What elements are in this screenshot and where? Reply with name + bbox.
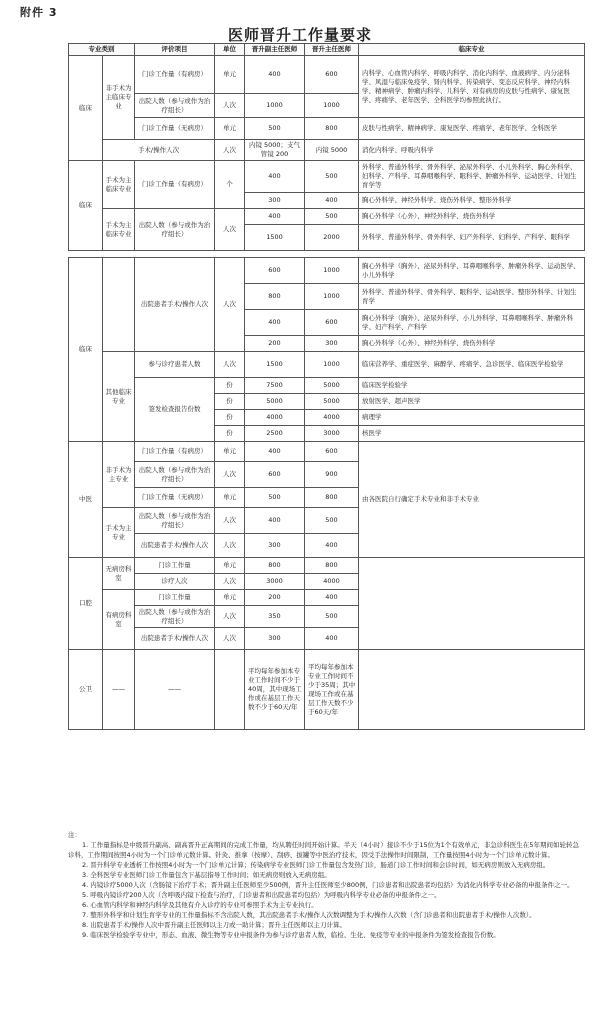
chief-cell: 1000 xyxy=(305,284,359,310)
chief-cell: 2000 xyxy=(305,225,359,251)
unit-cell: 人次 xyxy=(215,258,245,352)
table-gap xyxy=(69,251,585,258)
specialty-cell xyxy=(359,650,585,730)
deputy-cell: 平均每年参加本专业工作时间不少于40周，其中现场工作或在基层工作天数不少于60天/年 xyxy=(245,650,305,730)
deputy-cell: 3000 xyxy=(245,574,305,590)
deputy-cell: 5000 xyxy=(245,394,305,410)
deputy-cell: 600 xyxy=(245,258,305,284)
table-row xyxy=(69,118,585,140)
item-cell: 手术/操作人次 xyxy=(103,140,215,161)
note-item: 9. 临床医学检验学专业中，形态、血液、微生物等专业申报条件为参与诊疗患者人数，临检、生化、免疫等专业的申报条件为签发检查报告份数。 xyxy=(82,931,500,939)
specialty-cell: 内科学、心血管内科学、呼吸内科学、消化内科学、血液病学、内分泌科学、风湿与临床免疫学、肾内科学、传染病学、变态反应科学、神经内科学、精神病学、肿瘤内科学、儿科学、对有病房的皮肤与性病学、康复医学、疼痛学、老年医学、全科医学均参照此执行。 xyxy=(359,56,585,118)
chief-cell: 3000 xyxy=(305,426,359,442)
deputy-cell: 1000 xyxy=(245,94,305,118)
note-item: 7. 整形外科学和计划生育学专业的工作量指标不含出院人数，其出院患者手术/操作人次数调整为手术/操作人次数（含门诊患者和出院患者手术/操作人次数）。 xyxy=(82,911,536,919)
header-chief: 晋升主任医师 xyxy=(305,44,359,56)
unit-cell: 人次 xyxy=(215,628,245,650)
specialty-cell: 胸心外科学（心外）、神经外科学、烧伤外科学 xyxy=(359,336,585,352)
subcategory-cell: 手术为主专业 xyxy=(103,508,135,558)
page-title: 医师晋升工作量要求 xyxy=(227,26,372,44)
chief-cell: 400 xyxy=(305,590,359,606)
item-cell: —— xyxy=(135,650,215,730)
unit-cell: 人次 xyxy=(215,606,245,628)
unit-cell xyxy=(215,650,245,730)
specialty-cell: 外科学、普通外科学、骨外科学、眼科学、运动医学、整形外科学、计划生育学 xyxy=(359,284,585,310)
chief-cell: 600 xyxy=(305,442,359,462)
chief-cell: 900 xyxy=(305,462,359,488)
unit-cell: 份 xyxy=(215,378,245,394)
item-cell: 门诊工作量（无病房） xyxy=(135,118,215,140)
note-item: 4. 内镜诊疗5000人次（含肠镜下治疗手术；晋升副主任医师至少500例，晋升主任医师至少800例，门诊患者和出院患者均包括）为消化内科学专业必备的申报条件之一。 xyxy=(82,881,574,889)
chief-cell: 5000 xyxy=(305,394,359,410)
unit-cell: 个 xyxy=(215,161,245,209)
unit-cell: 人次 xyxy=(215,462,245,488)
header-item: 评价项目 xyxy=(135,44,215,56)
specialty-cell: 胸心外科学（心外）、神经外科学、烧伤外科学 xyxy=(359,209,585,225)
chief-cell: 500 xyxy=(305,209,359,225)
deputy-cell: 600 xyxy=(245,462,305,488)
unit-cell: 单元 xyxy=(215,590,245,606)
chief-cell: 1000 xyxy=(305,258,359,284)
chief-cell: 内镜 5000 xyxy=(305,140,359,161)
note-item: 3. 全科医学专业医师门诊工作量包含下基层指导工作时间；如无病房则放入无病房组。 xyxy=(82,871,331,879)
specialty-cell: 放射医学、超声医学 xyxy=(359,394,585,410)
deputy-cell: 内镜 5000；支气管镜 200 xyxy=(245,140,305,161)
specialty-cell: 胸心外科学、神经外科学、烧伤外科学、整形外科学 xyxy=(359,193,585,209)
deputy-cell: 400 xyxy=(245,161,305,193)
table-row xyxy=(69,209,585,225)
unit-cell: 人次 xyxy=(215,534,245,558)
chief-cell: 1000 xyxy=(305,352,359,378)
unit-cell: 份 xyxy=(215,410,245,426)
deputy-cell: 7500 xyxy=(245,378,305,394)
chief-cell: 400 xyxy=(305,193,359,209)
item-cell: 出院人数（参与或作为治疗组长） xyxy=(135,606,215,628)
item-cell: 门诊工作量（无病房） xyxy=(135,488,215,508)
attachment-label: 附件 3 xyxy=(20,6,58,19)
specialty-cell: 胸心外科学（胸外）、泌尿外科学、小儿外科学、耳鼻咽喉科学、肿瘤外科学、妇产科学、产科学 xyxy=(359,310,585,336)
deputy-cell: 350 xyxy=(245,606,305,628)
deputy-cell: 400 xyxy=(245,310,305,336)
deputy-cell: 400 xyxy=(245,209,305,225)
deputy-cell: 500 xyxy=(245,118,305,140)
item-cell: 门诊工作量（有病房） xyxy=(135,161,215,209)
note-item: 6. 心血管内科学和神经内科学及其他有介入诊疗的专业可参照手术为主专业执行。 xyxy=(82,901,318,909)
specialty-cell: 临床营养学、重症医学、麻醉学、疼痛学、急诊医学、临床医学检验学 xyxy=(359,352,585,378)
unit-cell: 单元 xyxy=(215,56,245,94)
unit-cell: 人次 xyxy=(215,209,245,251)
specialty-cell: 外科学、普通外科学、骨外科学、妇产外科学、妇科学、产科学、眼科学 xyxy=(359,225,585,251)
chief-cell: 500 xyxy=(305,161,359,193)
table-row xyxy=(69,140,585,161)
chief-cell: 400 xyxy=(305,628,359,650)
chief-cell: 600 xyxy=(305,310,359,336)
subcategory-cell: 手术为主临床专业 xyxy=(103,161,135,209)
chief-cell: 平均每年参加本专业工作时间不少于35周；其中现场工作或在基层工作天数不少于60天/年 xyxy=(305,650,359,730)
item-cell: 出院患者手术/操作人次 xyxy=(135,258,215,352)
unit-cell: 人次 xyxy=(215,508,245,534)
category-cell: 公卫 xyxy=(69,650,103,730)
chief-cell: 800 xyxy=(305,118,359,140)
item-cell: 出院人数（参与或作为治疗组长） xyxy=(135,462,215,488)
deputy-cell: 800 xyxy=(245,284,305,310)
item-cell: 出院人数（参与或作为治疗组长） xyxy=(135,508,215,534)
deputy-cell: 1500 xyxy=(245,352,305,378)
category-cell: 临床 xyxy=(69,258,103,442)
subcategory-cell: —— xyxy=(103,650,135,730)
category-cell: 口腔 xyxy=(69,558,103,650)
item-cell: 门诊工作量（有病房） xyxy=(135,56,215,94)
header-unit: 单位 xyxy=(215,44,245,56)
specialty-cell: 病理学 xyxy=(359,410,585,426)
table-row xyxy=(69,378,585,394)
deputy-cell: 500 xyxy=(245,488,305,508)
item-cell: 出院患者手术/操作人次 xyxy=(135,534,215,558)
deputy-cell: 200 xyxy=(245,336,305,352)
header-row xyxy=(69,44,585,56)
chief-cell: 300 xyxy=(305,336,359,352)
specialty-cell xyxy=(359,558,585,650)
deputy-cell: 2500 xyxy=(245,426,305,442)
item-cell: 门诊工作量 xyxy=(135,590,215,606)
table-row xyxy=(69,161,585,193)
subcategory-cell: 其他临床专业 xyxy=(103,352,135,442)
item-cell: 门诊工作量 xyxy=(135,558,215,574)
unit-cell: 人次 xyxy=(215,574,245,590)
deputy-cell: 300 xyxy=(245,628,305,650)
unit-cell: 单元 xyxy=(215,442,245,462)
unit-cell: 单元 xyxy=(215,118,245,140)
subcategory-cell: 非手术为主专业 xyxy=(103,442,135,508)
table-row xyxy=(69,352,585,378)
deputy-cell: 400 xyxy=(245,442,305,462)
chief-cell: 800 xyxy=(305,488,359,508)
unit-cell: 份 xyxy=(215,394,245,410)
specialty-cell: 临床医学检验学 xyxy=(359,378,585,394)
chief-cell: 5000 xyxy=(305,378,359,394)
chief-cell: 400 xyxy=(305,534,359,558)
header-specialty: 临床专业 xyxy=(359,44,585,56)
deputy-cell: 200 xyxy=(245,590,305,606)
subcategory-cell: 非手术为主临床专业 xyxy=(103,56,135,140)
note-item: 8. 出院患者手术/操作人次中晋升副主任医师以主刀或一助计算；晋升主任医师以主刀计算。 xyxy=(82,921,346,929)
deputy-cell: 400 xyxy=(245,56,305,94)
chief-cell: 1000 xyxy=(305,94,359,118)
item-cell: 签发检查报告份数 xyxy=(135,378,215,442)
specialty-cell: 皮肤与性病学、精神病学、康复医学、疼痛学、老年医学、全科医学 xyxy=(359,118,585,140)
chief-cell: 500 xyxy=(305,606,359,628)
category-cell: 中医 xyxy=(69,442,103,558)
unit-cell: 份 xyxy=(215,426,245,442)
chief-cell: 4000 xyxy=(305,574,359,590)
item-cell: 出院人数（参与或作为治疗组长） xyxy=(135,94,215,118)
unit-cell: 人次 xyxy=(215,94,245,118)
item-cell: 诊疗人次 xyxy=(135,574,215,590)
note-item: 5. 呼吸内镜诊疗200人次（含呼吸内镜下检查与治疗，门诊患者和出院患者均包括）为呼吸内科学专业必备的申报条件之一。 xyxy=(82,891,441,899)
specialty-cell: 由各医院自行确定手术专业和非手术专业 xyxy=(359,442,585,558)
deputy-cell: 300 xyxy=(245,534,305,558)
deputy-cell: 800 xyxy=(245,558,305,574)
specialty-cell: 胸心外科学（胸外）、泌尿外科学、耳鼻咽喉科学、肿瘤外科学、运动医学、小儿外科学 xyxy=(359,258,585,284)
table-row xyxy=(69,442,585,462)
notes-title: 注： xyxy=(68,831,81,839)
unit-cell: 单元 xyxy=(215,558,245,574)
table-row xyxy=(69,650,585,730)
deputy-cell: 300 xyxy=(245,193,305,209)
workload-table xyxy=(68,43,585,730)
header-deputy: 晋升副主任医师 xyxy=(245,44,305,56)
deputy-cell: 400 xyxy=(245,508,305,534)
table-row xyxy=(69,56,585,94)
unit-cell: 单元 xyxy=(215,488,245,508)
unit-cell: 人次 xyxy=(215,352,245,378)
specialty-cell: 核医学 xyxy=(359,426,585,442)
table-row xyxy=(69,558,585,574)
item-cell: 门诊工作量（有病房） xyxy=(135,442,215,462)
unit-cell: 人次 xyxy=(215,140,245,161)
deputy-cell: 1500 xyxy=(245,225,305,251)
note-item: 1. 工作量指标是中级晋升副高、副高晋升正高期间的完成工作量，均从聘任时间开始计算。半天（4小时）接诊不少于15位为1个有效单元，非急诊科医生在5年期间如轮转急诊科，工作期间按照4小时为一个门诊单元数计算。针灸、推拿（按摩）、刮痧、拔罐等中医治疗技术，因受手法操作时间限制，工作量按照4小时为一个门诊单元数计算。 xyxy=(68,841,579,859)
table-row xyxy=(69,258,585,284)
chief-cell: 4000 xyxy=(305,410,359,426)
specialty-cell: 外科学、普通外科学、骨外科学、泌尿外科学、小儿外科学、胸心外科学、妇科学、产科学、耳鼻咽喉科学、眼科学、肿瘤外科学、运动医学、计划生育学等 xyxy=(359,161,585,193)
item-cell: 出院人数（参与或作为治疗组长） xyxy=(135,209,215,251)
category-cell: 临床 xyxy=(69,56,103,161)
note-item: 2. 晋升科学专业透析工作按照4小时为一个门诊单元计算；传染病学专业医师门诊工作量包含发热门诊，肠道门诊工作时间和会诊时间，如无病房则放入无病房组。 xyxy=(82,861,550,869)
subcategory-cell xyxy=(103,258,135,352)
subcategory-cell: 无病房科室 xyxy=(103,558,135,590)
header-category: 专业类别 xyxy=(69,44,135,56)
chief-cell: 600 xyxy=(305,56,359,94)
subcategory-cell: 有病房科室 xyxy=(103,590,135,650)
item-cell: 出院患者手术/操作人次 xyxy=(135,628,215,650)
chief-cell: 500 xyxy=(305,508,359,534)
subcategory-cell: 手术为主临床专业 xyxy=(103,209,135,251)
chief-cell: 800 xyxy=(305,558,359,574)
specialty-cell: 消化内科学、呼吸内科学 xyxy=(359,140,585,161)
notes-section xyxy=(68,830,584,940)
deputy-cell: 4000 xyxy=(245,410,305,426)
item-cell: 参与诊疗患者人数 xyxy=(135,352,215,378)
category-cell: 临床 xyxy=(69,161,103,251)
